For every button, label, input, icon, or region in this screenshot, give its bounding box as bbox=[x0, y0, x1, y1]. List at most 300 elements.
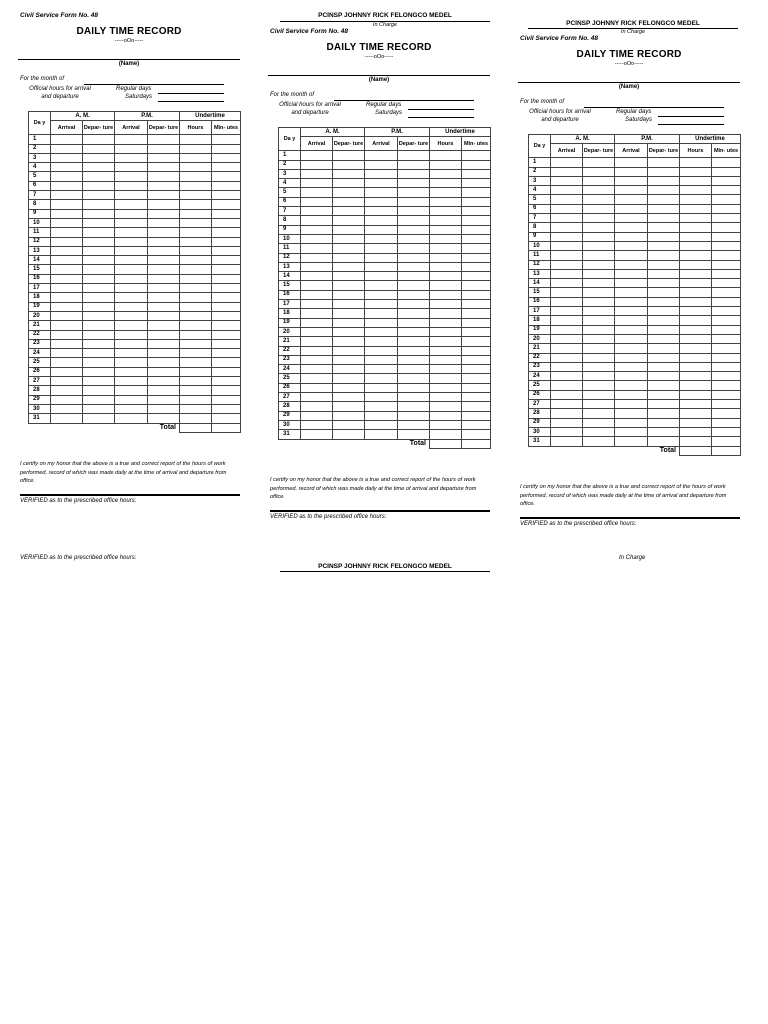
undertime-minutes-cell[interactable] bbox=[462, 234, 491, 243]
am-arrival-cell[interactable] bbox=[51, 144, 83, 153]
pm-arrival-cell[interactable] bbox=[365, 207, 398, 216]
undertime-minutes-cell[interactable] bbox=[712, 427, 741, 436]
pm-arrival-cell[interactable] bbox=[365, 253, 398, 262]
pm-arrival-cell[interactable] bbox=[115, 414, 148, 423]
pm-arrival-cell[interactable] bbox=[615, 427, 648, 436]
undertime-minutes-cell[interactable] bbox=[212, 293, 241, 302]
pm-departure-cell[interactable] bbox=[148, 367, 180, 376]
undertime-hours-cell[interactable] bbox=[430, 365, 462, 374]
pm-departure-cell[interactable] bbox=[148, 414, 180, 423]
undertime-minutes-cell[interactable] bbox=[212, 237, 241, 246]
undertime-hours-cell[interactable] bbox=[180, 367, 212, 376]
undertime-minutes-cell[interactable] bbox=[212, 135, 241, 144]
am-arrival-cell[interactable] bbox=[551, 390, 583, 399]
undertime-minutes-cell[interactable] bbox=[712, 232, 741, 241]
pm-departure-cell[interactable] bbox=[398, 355, 430, 364]
am-arrival-cell[interactable] bbox=[551, 288, 583, 297]
pm-departure-cell[interactable] bbox=[398, 290, 430, 299]
am-departure-cell[interactable] bbox=[83, 181, 115, 190]
undertime-minutes-cell[interactable] bbox=[462, 169, 491, 178]
undertime-minutes-cell[interactable] bbox=[212, 274, 241, 283]
am-departure-cell[interactable] bbox=[583, 390, 615, 399]
pm-arrival-cell[interactable] bbox=[615, 372, 648, 381]
undertime-hours-cell[interactable] bbox=[430, 169, 462, 178]
am-departure-cell[interactable] bbox=[83, 172, 115, 181]
pm-arrival-cell[interactable] bbox=[365, 355, 398, 364]
pm-arrival-cell[interactable] bbox=[615, 176, 648, 185]
pm-arrival-cell[interactable] bbox=[365, 420, 398, 429]
am-arrival-cell[interactable] bbox=[51, 284, 83, 293]
am-departure-cell[interactable] bbox=[583, 158, 615, 167]
pm-arrival-cell[interactable] bbox=[115, 284, 148, 293]
undertime-minutes-cell[interactable] bbox=[712, 195, 741, 204]
am-arrival-cell[interactable] bbox=[51, 228, 83, 237]
pm-departure-cell[interactable] bbox=[148, 404, 180, 413]
pm-departure-cell[interactable] bbox=[648, 344, 680, 353]
undertime-minutes-cell[interactable] bbox=[462, 337, 491, 346]
pm-departure-cell[interactable] bbox=[398, 383, 430, 392]
undertime-hours-cell[interactable] bbox=[680, 409, 712, 418]
am-arrival-cell[interactable] bbox=[551, 316, 583, 325]
am-departure-cell[interactable] bbox=[83, 404, 115, 413]
pm-departure-cell[interactable] bbox=[148, 358, 180, 367]
undertime-minutes-cell[interactable] bbox=[712, 344, 741, 353]
undertime-hours-cell[interactable] bbox=[430, 393, 462, 402]
pm-departure-cell[interactable] bbox=[148, 284, 180, 293]
pm-arrival-cell[interactable] bbox=[115, 330, 148, 339]
undertime-minutes-cell[interactable] bbox=[712, 362, 741, 371]
pm-arrival-cell[interactable] bbox=[115, 339, 148, 348]
pm-arrival-cell[interactable] bbox=[365, 327, 398, 336]
undertime-hours-cell[interactable] bbox=[430, 309, 462, 318]
am-departure-cell[interactable] bbox=[333, 225, 365, 234]
undertime-hours-cell[interactable] bbox=[180, 135, 212, 144]
pm-arrival-cell[interactable] bbox=[115, 349, 148, 358]
undertime-hours-cell[interactable] bbox=[180, 395, 212, 404]
undertime-hours-cell[interactable] bbox=[180, 358, 212, 367]
undertime-hours-cell[interactable] bbox=[180, 377, 212, 386]
pm-departure-cell[interactable] bbox=[398, 420, 430, 429]
am-arrival-cell[interactable] bbox=[301, 346, 333, 355]
am-departure-cell[interactable] bbox=[583, 427, 615, 436]
undertime-minutes-cell[interactable] bbox=[462, 290, 491, 299]
am-arrival-cell[interactable] bbox=[51, 246, 83, 255]
am-arrival-cell[interactable] bbox=[551, 214, 583, 223]
undertime-hours-cell[interactable] bbox=[430, 281, 462, 290]
pm-arrival-cell[interactable] bbox=[365, 179, 398, 188]
undertime-hours-cell[interactable] bbox=[180, 228, 212, 237]
am-arrival-cell[interactable] bbox=[301, 430, 333, 439]
am-departure-cell[interactable] bbox=[83, 293, 115, 302]
undertime-hours-cell[interactable] bbox=[680, 418, 712, 427]
pm-arrival-cell[interactable] bbox=[615, 232, 648, 241]
pm-departure-cell[interactable] bbox=[148, 191, 180, 200]
undertime-hours-cell[interactable] bbox=[430, 272, 462, 281]
am-departure-cell[interactable] bbox=[583, 223, 615, 232]
am-arrival-cell[interactable] bbox=[301, 420, 333, 429]
undertime-hours-cell[interactable] bbox=[180, 274, 212, 283]
am-arrival-cell[interactable] bbox=[51, 330, 83, 339]
undertime-minutes-cell[interactable] bbox=[212, 200, 241, 209]
am-departure-cell[interactable] bbox=[583, 372, 615, 381]
am-arrival-cell[interactable] bbox=[51, 367, 83, 376]
am-departure-cell[interactable] bbox=[583, 176, 615, 185]
pm-departure-cell[interactable] bbox=[648, 307, 680, 316]
undertime-hours-cell[interactable] bbox=[430, 197, 462, 206]
undertime-hours-cell[interactable] bbox=[430, 383, 462, 392]
am-departure-cell[interactable] bbox=[83, 228, 115, 237]
am-departure-cell[interactable] bbox=[333, 402, 365, 411]
pm-departure-cell[interactable] bbox=[148, 321, 180, 330]
pm-departure-cell[interactable] bbox=[648, 167, 680, 176]
undertime-hours-cell[interactable] bbox=[430, 327, 462, 336]
am-departure-cell[interactable] bbox=[83, 339, 115, 348]
undertime-minutes-cell[interactable] bbox=[462, 393, 491, 402]
pm-departure-cell[interactable] bbox=[148, 377, 180, 386]
am-arrival-cell[interactable] bbox=[301, 169, 333, 178]
am-arrival-cell[interactable] bbox=[51, 404, 83, 413]
undertime-hours-cell[interactable] bbox=[680, 158, 712, 167]
am-arrival-cell[interactable] bbox=[51, 153, 83, 162]
pm-arrival-cell[interactable] bbox=[615, 418, 648, 427]
pm-arrival-cell[interactable] bbox=[115, 218, 148, 227]
am-departure-cell[interactable] bbox=[83, 256, 115, 265]
undertime-minutes-cell[interactable] bbox=[462, 151, 491, 160]
am-arrival-cell[interactable] bbox=[551, 279, 583, 288]
undertime-minutes-cell[interactable] bbox=[462, 411, 491, 420]
am-departure-cell[interactable] bbox=[583, 400, 615, 409]
pm-arrival-cell[interactable] bbox=[365, 383, 398, 392]
undertime-minutes-cell[interactable] bbox=[212, 218, 241, 227]
am-arrival-cell[interactable] bbox=[51, 321, 83, 330]
undertime-minutes-cell[interactable] bbox=[212, 367, 241, 376]
pm-departure-cell[interactable] bbox=[648, 381, 680, 390]
undertime-hours-cell[interactable] bbox=[680, 400, 712, 409]
undertime-hours-cell[interactable] bbox=[680, 241, 712, 250]
am-arrival-cell[interactable] bbox=[301, 411, 333, 420]
undertime-minutes-cell[interactable] bbox=[212, 339, 241, 348]
pm-departure-cell[interactable] bbox=[648, 400, 680, 409]
pm-departure-cell[interactable] bbox=[148, 256, 180, 265]
pm-departure-cell[interactable] bbox=[648, 297, 680, 306]
am-arrival-cell[interactable] bbox=[301, 300, 333, 309]
undertime-hours-cell[interactable] bbox=[180, 311, 212, 320]
pm-departure-cell[interactable] bbox=[648, 251, 680, 260]
pm-departure-cell[interactable] bbox=[148, 209, 180, 218]
am-arrival-cell[interactable] bbox=[301, 355, 333, 364]
am-departure-cell[interactable] bbox=[333, 151, 365, 160]
pm-departure-cell[interactable] bbox=[148, 311, 180, 320]
pm-departure-cell[interactable] bbox=[398, 216, 430, 225]
pm-arrival-cell[interactable] bbox=[115, 191, 148, 200]
pm-departure-cell[interactable] bbox=[648, 223, 680, 232]
am-departure-cell[interactable] bbox=[333, 355, 365, 364]
pm-departure-cell[interactable] bbox=[648, 260, 680, 269]
am-arrival-cell[interactable] bbox=[551, 260, 583, 269]
am-departure-cell[interactable] bbox=[83, 153, 115, 162]
am-departure-cell[interactable] bbox=[83, 135, 115, 144]
undertime-hours-cell[interactable] bbox=[180, 349, 212, 358]
am-arrival-cell[interactable] bbox=[301, 179, 333, 188]
undertime-hours-cell[interactable] bbox=[180, 256, 212, 265]
pm-departure-cell[interactable] bbox=[148, 237, 180, 246]
pm-arrival-cell[interactable] bbox=[115, 181, 148, 190]
am-departure-cell[interactable] bbox=[83, 218, 115, 227]
pm-departure-cell[interactable] bbox=[398, 262, 430, 271]
undertime-hours-cell[interactable] bbox=[180, 172, 212, 181]
am-arrival-cell[interactable] bbox=[301, 309, 333, 318]
am-departure-cell[interactable] bbox=[333, 197, 365, 206]
am-arrival-cell[interactable] bbox=[301, 253, 333, 262]
pm-arrival-cell[interactable] bbox=[115, 256, 148, 265]
undertime-hours-cell[interactable] bbox=[680, 372, 712, 381]
am-arrival-cell[interactable] bbox=[551, 251, 583, 260]
am-departure-cell[interactable] bbox=[333, 365, 365, 374]
am-arrival-cell[interactable] bbox=[301, 244, 333, 253]
undertime-hours-cell[interactable] bbox=[680, 353, 712, 362]
am-arrival-cell[interactable] bbox=[301, 327, 333, 336]
am-departure-cell[interactable] bbox=[83, 311, 115, 320]
am-arrival-cell[interactable] bbox=[51, 414, 83, 423]
am-departure-cell[interactable] bbox=[83, 302, 115, 311]
pm-arrival-cell[interactable] bbox=[365, 188, 398, 197]
am-departure-cell[interactable] bbox=[333, 309, 365, 318]
undertime-hours-cell[interactable] bbox=[430, 262, 462, 271]
am-departure-cell[interactable] bbox=[83, 349, 115, 358]
am-departure-cell[interactable] bbox=[583, 214, 615, 223]
undertime-hours-cell[interactable] bbox=[180, 414, 212, 423]
am-departure-cell[interactable] bbox=[333, 207, 365, 216]
pm-arrival-cell[interactable] bbox=[115, 200, 148, 209]
undertime-minutes-cell[interactable] bbox=[712, 251, 741, 260]
undertime-hours-cell[interactable] bbox=[680, 186, 712, 195]
am-departure-cell[interactable] bbox=[583, 195, 615, 204]
undertime-minutes-cell[interactable] bbox=[212, 404, 241, 413]
undertime-minutes-cell[interactable] bbox=[462, 225, 491, 234]
pm-arrival-cell[interactable] bbox=[615, 409, 648, 418]
pm-arrival-cell[interactable] bbox=[615, 204, 648, 213]
am-arrival-cell[interactable] bbox=[551, 400, 583, 409]
undertime-minutes-cell[interactable] bbox=[212, 395, 241, 404]
undertime-minutes-cell[interactable] bbox=[712, 260, 741, 269]
am-departure-cell[interactable] bbox=[333, 160, 365, 169]
pm-arrival-cell[interactable] bbox=[365, 337, 398, 346]
am-departure-cell[interactable] bbox=[583, 288, 615, 297]
undertime-hours-cell[interactable] bbox=[430, 402, 462, 411]
am-arrival-cell[interactable] bbox=[551, 167, 583, 176]
pm-arrival-cell[interactable] bbox=[115, 163, 148, 172]
pm-departure-cell[interactable] bbox=[648, 418, 680, 427]
undertime-hours-cell[interactable] bbox=[430, 179, 462, 188]
pm-arrival-cell[interactable] bbox=[115, 395, 148, 404]
am-arrival-cell[interactable] bbox=[51, 200, 83, 209]
pm-departure-cell[interactable] bbox=[398, 253, 430, 262]
undertime-minutes-cell[interactable] bbox=[712, 241, 741, 250]
pm-departure-cell[interactable] bbox=[148, 386, 180, 395]
undertime-minutes-cell[interactable] bbox=[462, 272, 491, 281]
pm-arrival-cell[interactable] bbox=[365, 262, 398, 271]
undertime-hours-cell[interactable] bbox=[680, 204, 712, 213]
am-arrival-cell[interactable] bbox=[551, 344, 583, 353]
pm-departure-cell[interactable] bbox=[648, 409, 680, 418]
undertime-minutes-cell[interactable] bbox=[212, 414, 241, 423]
undertime-hours-cell[interactable] bbox=[430, 318, 462, 327]
am-departure-cell[interactable] bbox=[83, 414, 115, 423]
undertime-hours-cell[interactable] bbox=[680, 297, 712, 306]
am-departure-cell[interactable] bbox=[83, 321, 115, 330]
am-arrival-cell[interactable] bbox=[551, 362, 583, 371]
undertime-minutes-cell[interactable] bbox=[212, 349, 241, 358]
undertime-minutes-cell[interactable] bbox=[712, 400, 741, 409]
undertime-hours-cell[interactable] bbox=[680, 344, 712, 353]
am-arrival-cell[interactable] bbox=[551, 307, 583, 316]
am-arrival-cell[interactable] bbox=[301, 393, 333, 402]
pm-arrival-cell[interactable] bbox=[115, 311, 148, 320]
pm-arrival-cell[interactable] bbox=[115, 293, 148, 302]
pm-arrival-cell[interactable] bbox=[365, 169, 398, 178]
pm-arrival-cell[interactable] bbox=[615, 214, 648, 223]
pm-arrival-cell[interactable] bbox=[615, 437, 648, 446]
undertime-minutes-cell[interactable] bbox=[462, 160, 491, 169]
undertime-hours-cell[interactable] bbox=[430, 374, 462, 383]
undertime-hours-cell[interactable] bbox=[180, 209, 212, 218]
pm-departure-cell[interactable] bbox=[648, 353, 680, 362]
undertime-hours-cell[interactable] bbox=[430, 151, 462, 160]
undertime-minutes-cell[interactable] bbox=[212, 321, 241, 330]
am-arrival-cell[interactable] bbox=[551, 223, 583, 232]
am-departure-cell[interactable] bbox=[83, 274, 115, 283]
pm-arrival-cell[interactable] bbox=[365, 430, 398, 439]
pm-departure-cell[interactable] bbox=[648, 176, 680, 185]
am-arrival-cell[interactable] bbox=[301, 160, 333, 169]
pm-departure-cell[interactable] bbox=[398, 244, 430, 253]
pm-arrival-cell[interactable] bbox=[115, 265, 148, 274]
undertime-hours-cell[interactable] bbox=[180, 330, 212, 339]
pm-arrival-cell[interactable] bbox=[615, 251, 648, 260]
am-departure-cell[interactable] bbox=[333, 272, 365, 281]
am-departure-cell[interactable] bbox=[583, 279, 615, 288]
am-departure-cell[interactable] bbox=[333, 188, 365, 197]
undertime-minutes-cell[interactable] bbox=[212, 191, 241, 200]
am-arrival-cell[interactable] bbox=[51, 163, 83, 172]
am-arrival-cell[interactable] bbox=[551, 269, 583, 278]
am-departure-cell[interactable] bbox=[583, 418, 615, 427]
pm-arrival-cell[interactable] bbox=[365, 272, 398, 281]
undertime-hours-cell[interactable] bbox=[680, 307, 712, 316]
am-departure-cell[interactable] bbox=[333, 346, 365, 355]
undertime-hours-cell[interactable] bbox=[180, 404, 212, 413]
pm-departure-cell[interactable] bbox=[648, 316, 680, 325]
pm-arrival-cell[interactable] bbox=[115, 228, 148, 237]
am-departure-cell[interactable] bbox=[583, 167, 615, 176]
pm-departure-cell[interactable] bbox=[148, 265, 180, 274]
pm-departure-cell[interactable] bbox=[398, 346, 430, 355]
undertime-hours-cell[interactable] bbox=[180, 293, 212, 302]
am-departure-cell[interactable] bbox=[83, 209, 115, 218]
am-arrival-cell[interactable] bbox=[301, 290, 333, 299]
undertime-minutes-cell[interactable] bbox=[212, 163, 241, 172]
am-arrival-cell[interactable] bbox=[51, 274, 83, 283]
pm-arrival-cell[interactable] bbox=[615, 195, 648, 204]
undertime-minutes-cell[interactable] bbox=[712, 437, 741, 446]
undertime-minutes-cell[interactable] bbox=[712, 176, 741, 185]
pm-arrival-cell[interactable] bbox=[615, 325, 648, 334]
undertime-hours-cell[interactable] bbox=[680, 223, 712, 232]
am-departure-cell[interactable] bbox=[333, 216, 365, 225]
undertime-hours-cell[interactable] bbox=[430, 300, 462, 309]
undertime-minutes-cell[interactable] bbox=[212, 246, 241, 255]
undertime-minutes-cell[interactable] bbox=[212, 153, 241, 162]
pm-departure-cell[interactable] bbox=[398, 151, 430, 160]
am-arrival-cell[interactable] bbox=[551, 334, 583, 343]
pm-arrival-cell[interactable] bbox=[615, 400, 648, 409]
am-arrival-cell[interactable] bbox=[301, 197, 333, 206]
total-hours-cell[interactable] bbox=[180, 423, 212, 432]
undertime-minutes-cell[interactable] bbox=[462, 402, 491, 411]
am-departure-cell[interactable] bbox=[583, 307, 615, 316]
am-arrival-cell[interactable] bbox=[51, 172, 83, 181]
am-arrival-cell[interactable] bbox=[551, 176, 583, 185]
pm-departure-cell[interactable] bbox=[148, 293, 180, 302]
undertime-minutes-cell[interactable] bbox=[712, 307, 741, 316]
am-arrival-cell[interactable] bbox=[301, 188, 333, 197]
pm-departure-cell[interactable] bbox=[148, 228, 180, 237]
pm-arrival-cell[interactable] bbox=[365, 374, 398, 383]
pm-departure-cell[interactable] bbox=[148, 153, 180, 162]
pm-arrival-cell[interactable] bbox=[615, 241, 648, 250]
undertime-minutes-cell[interactable] bbox=[462, 365, 491, 374]
total-hours-cell[interactable] bbox=[680, 446, 712, 455]
pm-arrival-cell[interactable] bbox=[115, 367, 148, 376]
undertime-minutes-cell[interactable] bbox=[212, 256, 241, 265]
am-arrival-cell[interactable] bbox=[301, 383, 333, 392]
undertime-minutes-cell[interactable] bbox=[462, 327, 491, 336]
undertime-hours-cell[interactable] bbox=[430, 420, 462, 429]
undertime-minutes-cell[interactable] bbox=[712, 372, 741, 381]
undertime-minutes-cell[interactable] bbox=[712, 418, 741, 427]
am-arrival-cell[interactable] bbox=[551, 232, 583, 241]
am-departure-cell[interactable] bbox=[83, 367, 115, 376]
undertime-hours-cell[interactable] bbox=[430, 188, 462, 197]
pm-arrival-cell[interactable] bbox=[115, 358, 148, 367]
am-departure-cell[interactable] bbox=[333, 281, 365, 290]
undertime-hours-cell[interactable] bbox=[430, 225, 462, 234]
undertime-minutes-cell[interactable] bbox=[462, 281, 491, 290]
pm-arrival-cell[interactable] bbox=[615, 288, 648, 297]
pm-departure-cell[interactable] bbox=[148, 395, 180, 404]
undertime-minutes-cell[interactable] bbox=[712, 288, 741, 297]
pm-departure-cell[interactable] bbox=[398, 197, 430, 206]
pm-departure-cell[interactable] bbox=[398, 169, 430, 178]
am-departure-cell[interactable] bbox=[333, 374, 365, 383]
pm-departure-cell[interactable] bbox=[398, 374, 430, 383]
pm-departure-cell[interactable] bbox=[648, 214, 680, 223]
am-departure-cell[interactable] bbox=[583, 344, 615, 353]
am-departure-cell[interactable] bbox=[333, 262, 365, 271]
am-arrival-cell[interactable] bbox=[551, 427, 583, 436]
pm-arrival-cell[interactable] bbox=[115, 237, 148, 246]
undertime-minutes-cell[interactable] bbox=[212, 302, 241, 311]
pm-arrival-cell[interactable] bbox=[615, 260, 648, 269]
undertime-minutes-cell[interactable] bbox=[212, 358, 241, 367]
undertime-minutes-cell[interactable] bbox=[712, 297, 741, 306]
pm-departure-cell[interactable] bbox=[648, 362, 680, 371]
pm-arrival-cell[interactable] bbox=[365, 309, 398, 318]
undertime-hours-cell[interactable] bbox=[180, 181, 212, 190]
am-departure-cell[interactable] bbox=[333, 244, 365, 253]
am-departure-cell[interactable] bbox=[333, 420, 365, 429]
pm-departure-cell[interactable] bbox=[148, 302, 180, 311]
